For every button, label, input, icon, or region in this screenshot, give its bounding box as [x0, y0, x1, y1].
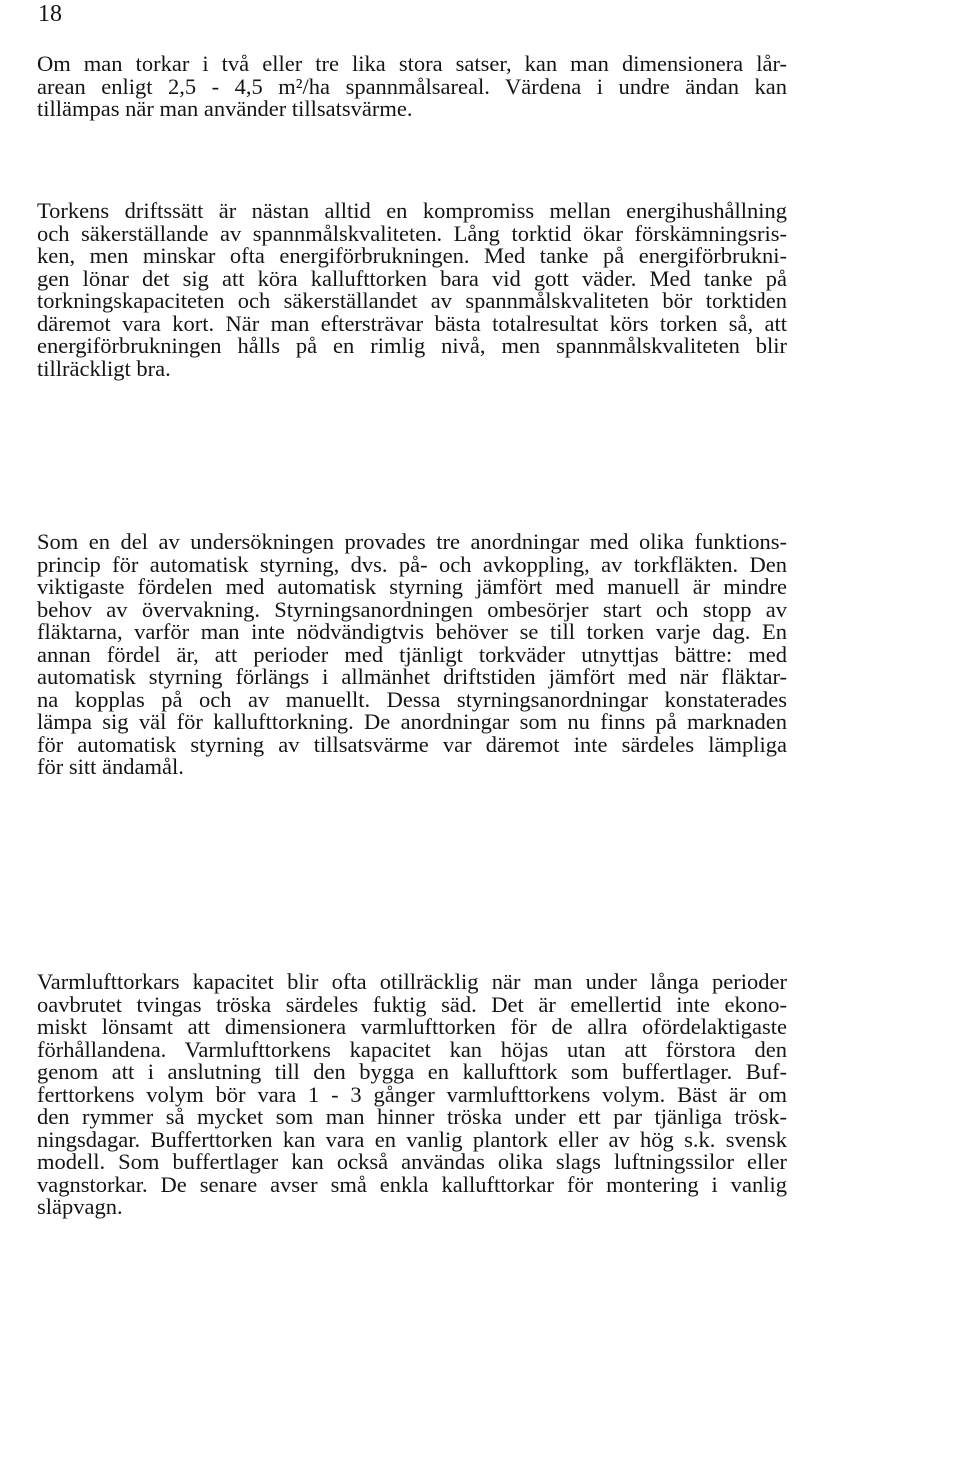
paragraph-line: behov av övervakning. Styrningsanordningen ombesörjer start och stopp av — [37, 596, 787, 622]
page-number: 18 — [38, 1, 62, 27]
paragraph-line: Om man torkar i två eller tre lika stora satser, kan man dimensionera lår- — [37, 51, 787, 76]
paragraph-line: den rymmer så mycket som man hinner tröska under ett par tjänliga trösk- — [37, 1104, 787, 1129]
paragraph-line: energiförbrukningen hålls på en rimlig nivå, men spannmålskvaliteten blir — [37, 333, 787, 358]
paragraph-line: genom att i anslutning till den bygga en kallufttork som buffertlager. Buf- — [37, 1059, 787, 1084]
paragraph-line: viktigaste fördelen med automatisk styrning jämfört med manuell är mindre — [37, 574, 787, 599]
paragraph-line: Varmlufttorkars kapacitet blir ofta otillräcklig när man under långa perioder — [37, 969, 787, 994]
paragraph-line: miskt lönsamt att dimensionera varmlufttorken för de allra ofördelaktigaste — [37, 1014, 787, 1039]
paragraph-line: Som en del av undersökningen provades tre anordningar med olika funktions- — [37, 529, 787, 554]
paragraph-line: na kopplas på och av manuellt. Dessa styrningsanordningar konstaterades — [37, 686, 787, 712]
paragraph-line: automatisk styrning förlängs i allmänhet driftstiden jämfört med när fläktar- — [37, 664, 787, 689]
paragraph-line: och säkerställande av spannmålskvaliteten. Lång torktid ökar förskämningsris- — [37, 220, 787, 246]
paragraph-4 — [37, 963, 787, 1219]
paragraph-3 — [37, 523, 787, 779]
paragraph-line: släpvagn. — [37, 1194, 123, 1219]
paragraph-line: för automatisk styrning av tillsatsvärme var däremot inte särdeles lämpliga — [37, 731, 787, 757]
paragraph-line: princip för automatisk styrning, dvs. på- och avkoppling, av torkfläkten. Den — [37, 551, 787, 577]
paragraph-line: modell. Som buffertlager kan också användas olika slags luftningssilor eller — [37, 1149, 787, 1174]
paragraph-line: annan fördel är, att perioder med tjänligt torkväder utnyttjas bättre: med — [37, 641, 787, 667]
paragraph-line: förhållandena. Varmlufttorkens kapacitet kan höjas utan att förstora den — [37, 1036, 787, 1062]
paragraph-line: fläktarna, varför man inte nödvändigtvis behöver se till torken varje dag. En — [37, 619, 787, 644]
paragraph-line: vagnstorkar. De senare avser små enkla kallufttorkar för montering i vanlig — [37, 1171, 787, 1197]
paragraph-line: lämpa sig väl för kallufttorkning. De anordningar som nu finns på marknaden — [37, 709, 787, 734]
paragraph-line: torkningskapaciteten och säkerställandet av spannmålskvaliteten bör torktiden — [37, 288, 787, 313]
paragraph-line: tillämpas när man använder tillsatsvärme. — [37, 96, 413, 121]
paragraph-line: ningsdagar. Bufferttorken kan vara en vanlig plantork eller av hög s.k. svensk — [37, 1126, 787, 1152]
paragraph-line: för sitt ändamål. — [37, 754, 184, 779]
paragraph-line: ferttorkens volym bör vara 1 - 3 gånger varmlufttorkens volym. Bäst är om — [37, 1081, 787, 1107]
paragraph-line: gen lönar det sig att köra kallufttorken bara vid gott väder. Med tanke på — [37, 265, 787, 291]
paragraph-2 — [37, 193, 787, 381]
paragraph-line: oavbrutet tvingas tröska särdeles fuktig säd. Det är emellertid inte ekono- — [37, 991, 787, 1017]
paragraph-line: arean enligt 2,5 - 4,5 m²/ha spannmålsareal. Värdena i undre ändan kan — [37, 73, 787, 99]
paragraph-line: tillräckligt bra. — [37, 355, 171, 381]
paragraph-line: Torkens driftssätt är nästan alltid en kompromiss mellan energihushållning — [37, 198, 787, 223]
paragraph-line: däremot vara kort. När man eftersträvar bästa totalresultat körs torken så, att — [37, 310, 787, 336]
paragraph-line: ken, men minskar ofta energiförbrukningen. Med tanke på energiförbrukni- — [37, 243, 787, 268]
paragraph-1 — [37, 45, 787, 121]
